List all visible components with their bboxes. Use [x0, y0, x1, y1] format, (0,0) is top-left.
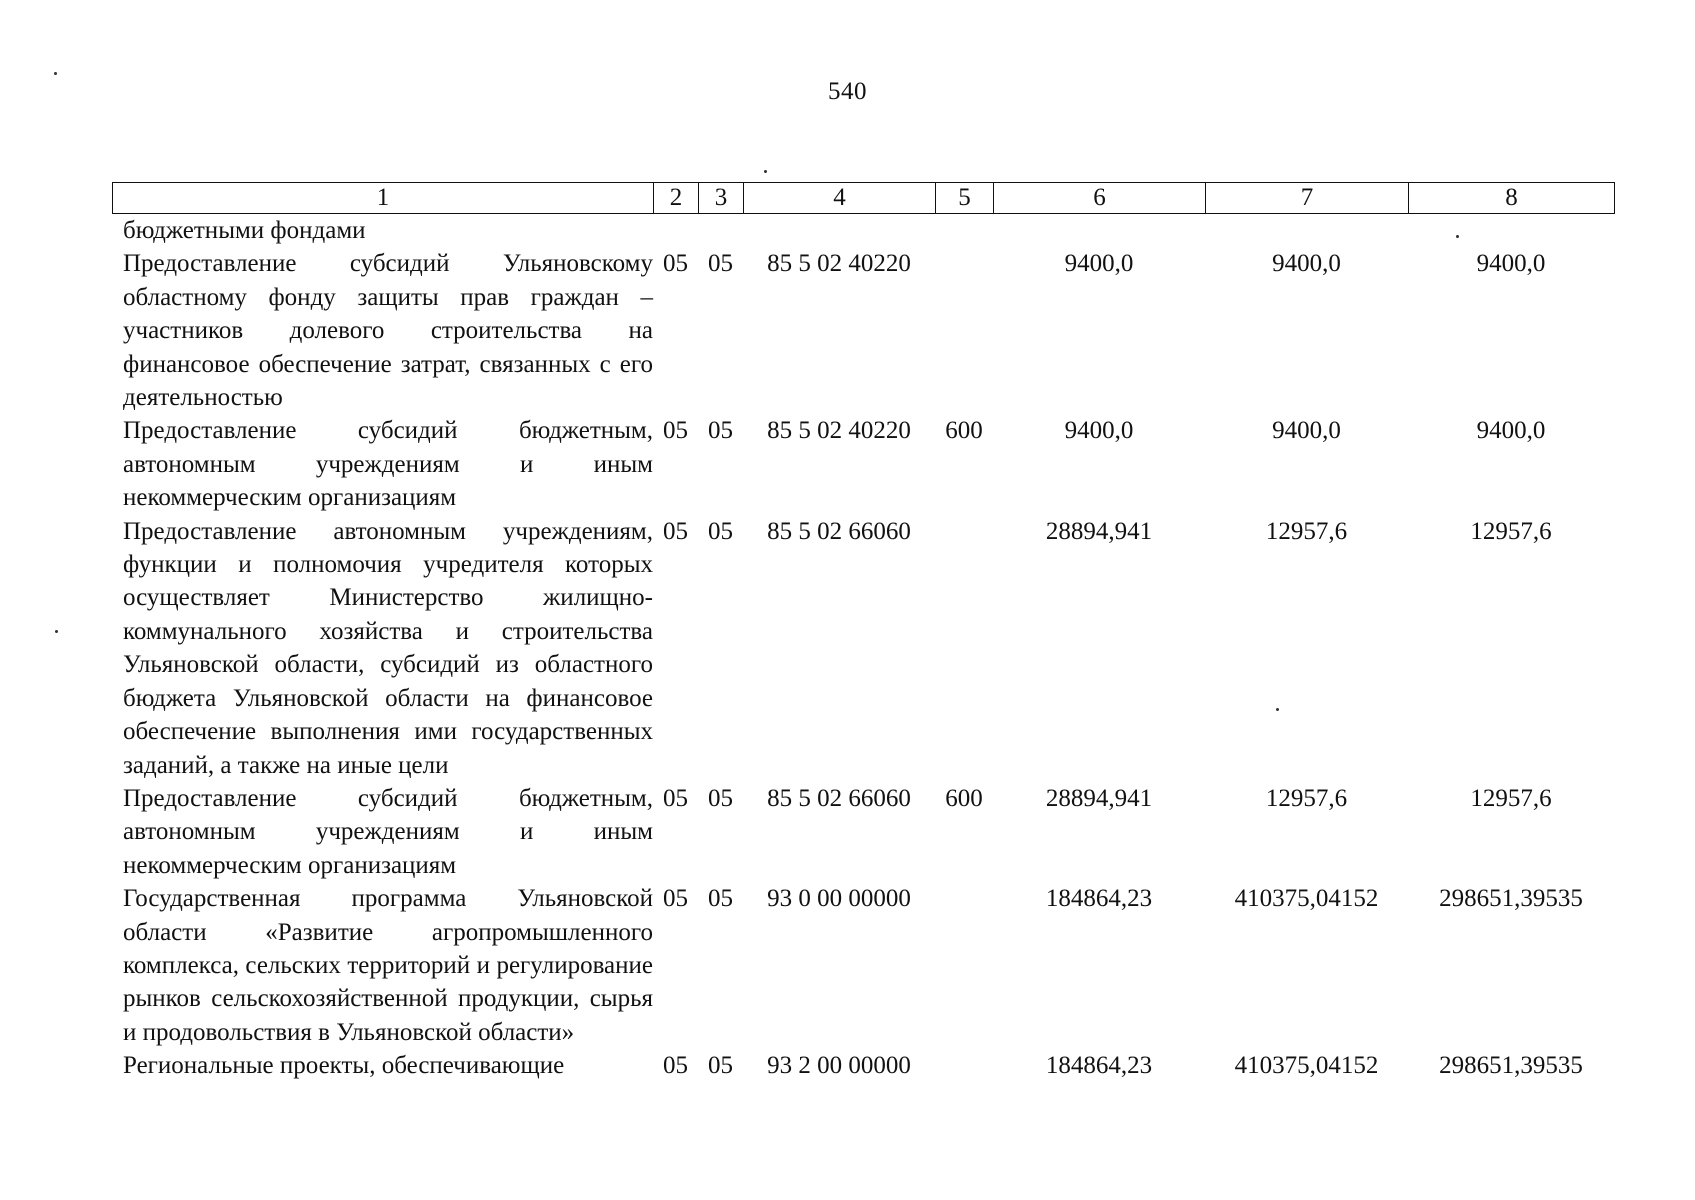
row-description: Предоставление субсидий бюджетным, автономным учреждениям и иным некоммерческим организациям [123, 417, 653, 512]
row-target-code: 93 2 00 00000 [767, 1052, 911, 1080]
row-amount-col6: 28894,941 [1045, 784, 1153, 812]
row-target-code: 93 0 00 00000 [767, 885, 911, 913]
row-amount-col8: 9400,0 [1476, 250, 1546, 278]
row-amount-col7: 12957,6 [1265, 784, 1348, 812]
row-target-code: 85 5 02 40220 [767, 250, 911, 278]
column-header-4: 4 [744, 183, 936, 214]
row-section: 05 [663, 1052, 688, 1080]
row-amount-col8: 298651,39535 [1439, 1052, 1583, 1080]
row-expense-type: 600 [945, 417, 983, 445]
row-target-code: 85 5 02 66060 [767, 517, 911, 545]
row-amount-col6: 184864,23 [1045, 885, 1153, 913]
row-section: 05 [663, 517, 688, 545]
table-row [112, 882, 1614, 1049]
table-row [112, 515, 1614, 782]
row-subsection: 05 [708, 784, 733, 812]
row-subsection: 05 [708, 1052, 733, 1080]
table-row [112, 214, 1614, 247]
table-row [112, 1049, 1614, 1082]
row-amount-col8: 9400,0 [1476, 417, 1546, 445]
row-section: 05 [663, 250, 688, 278]
row-amount-col8: 12957,6 [1470, 517, 1552, 545]
row-amount-col6: 9400,0 [1064, 250, 1134, 278]
row-subsection: 05 [708, 517, 733, 545]
row-amount-col7: 410375,04152 [1234, 1052, 1379, 1080]
row-expense-type: 600 [945, 784, 983, 812]
scan-speck [1276, 708, 1279, 711]
table-row [112, 414, 1614, 514]
scan-speck [55, 630, 58, 633]
column-header-1: 1 [113, 183, 654, 214]
table-row [112, 782, 1614, 882]
row-amount-col7: 9400,0 [1272, 250, 1341, 278]
row-amount-col7: 9400,0 [1272, 417, 1341, 445]
row-amount-col8: 298651,39535 [1439, 885, 1583, 913]
row-description: Предоставление субсидий Ульяновскому областному фонду защиты прав граждан – участников долевого строительства на финансовое обеспечение затрат, связанных с его деятельностью [123, 250, 653, 412]
row-subsection: 05 [708, 417, 733, 445]
row-amount-col7: 12957,6 [1265, 517, 1348, 545]
row-section: 05 [663, 417, 688, 445]
row-amount-col6: 9400,0 [1064, 417, 1134, 445]
scan-speck [54, 72, 57, 75]
row-target-code: 85 5 02 66060 [767, 784, 911, 812]
row-description: бюджетными фондами [123, 217, 366, 244]
column-header-8: 8 [1409, 183, 1615, 214]
row-description: Предоставление субсидий бюджетным, автономным учреждениям и иным некоммерческим организациям [123, 784, 653, 879]
scan-speck [1456, 235, 1459, 238]
row-amount-col7: 410375,04152 [1234, 885, 1379, 913]
page-number: 540 [828, 78, 867, 105]
row-description: Государственная программа Ульяновской области «Развитие агропромышленного комплекса, сельских территорий и регулирование рынков сельскохозяйственной продукции, сырья и продовольствия в Ульяновской области» [123, 885, 653, 1046]
row-subsection: 05 [708, 250, 733, 278]
column-header-2: 2 [654, 183, 699, 214]
table-row [112, 247, 1614, 414]
budget-table-body [112, 214, 1614, 1083]
row-description: Региональные проекты, обеспечивающие [123, 1052, 565, 1080]
row-amount-col6: 184864,23 [1045, 1052, 1153, 1080]
column-header-5: 5 [936, 183, 994, 214]
column-header-7: 7 [1206, 183, 1409, 214]
row-subsection: 05 [708, 885, 733, 913]
row-amount-col6: 28894,941 [1045, 517, 1153, 545]
row-description: Предоставление автономным учреждениям, функции и полномочия учредителя которых осуществляет Министерство жилищно-коммунального хозяйства и строительства Ульяновской области, субсидий из областного бюджета Ульяновской области на финансовое обеспечение выполнения ими государственных заданий, а также на иные цели [123, 517, 653, 779]
row-section: 05 [663, 784, 688, 812]
row-amount-col8: 12957,6 [1470, 784, 1552, 812]
scan-speck [764, 170, 767, 173]
column-header-6: 6 [994, 183, 1206, 214]
row-target-code: 85 5 02 40220 [767, 417, 911, 445]
row-section: 05 [663, 885, 688, 913]
column-header-table [112, 182, 1615, 214]
column-header-3: 3 [699, 183, 744, 214]
